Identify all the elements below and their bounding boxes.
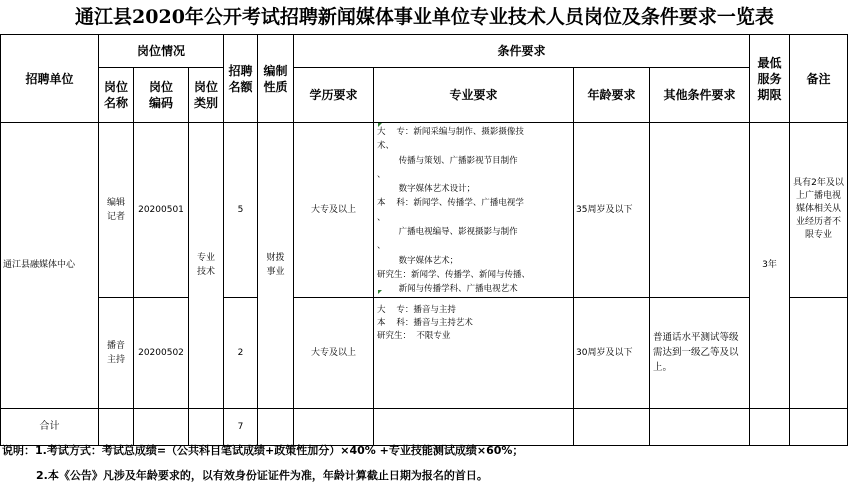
unit-name: 通江县融媒体中心: [1, 123, 99, 409]
total-row: [1, 408, 848, 445]
major-requirements: 大 专：播音与主持 本 科：播音与主持艺术 研究生： 不限专业: [374, 297, 574, 408]
remark: [790, 297, 848, 408]
position-code: 20200501: [134, 123, 189, 298]
note-line-1: 说明：1.考试方式：考试总成绩=（公共科目笔试成绩+政策性加分）×40% +专业技能测试成绩×60%；: [2, 444, 524, 457]
header-position-info: 岗位情况: [99, 35, 224, 68]
header-service-period: 最低服务期限: [750, 35, 790, 123]
header-unit: 招聘单位: [1, 35, 99, 123]
quota: 5: [224, 123, 258, 298]
header-position-code: 岗位编码: [134, 68, 189, 123]
staffing: 财拨事业: [258, 123, 294, 409]
service-period: 3年: [750, 123, 790, 409]
page-title: 通江县2020年公开考试招聘新闻媒体事业单位专业技术人员岗位及条件要求一览表: [75, 6, 774, 28]
position-type: 专业技术: [189, 123, 224, 409]
major-requirements: 大 专：新闻采编与制作、摄影摄像技 术、 传播与策划、广播影视节目制作 、 数字媒体艺术设计； 本 科：新闻学、传播学、广播电视学 、 广播电视编导、影视摄影与制作 、 数字媒体艺术； 研究生：新闻学、传播学、新闻与传播、 新闻与传播学科、广播电视艺术: [374, 123, 574, 298]
position-code: 20200502: [134, 297, 189, 408]
table-row: [1, 297, 848, 408]
header-quota: 招聘名额: [224, 35, 258, 123]
header-age: 年龄要求: [574, 68, 650, 123]
other-requirements: [650, 123, 750, 298]
total-quota: 7: [224, 408, 258, 445]
education: 大专及以上: [294, 297, 374, 408]
header-position-type: 岗位类别: [189, 68, 224, 123]
other-requirements: 普通话水平测试等级需达到一级乙等及以上。: [650, 297, 750, 408]
age-requirement: 35周岁及以下: [574, 123, 650, 298]
note-line-2: 2.本《公告》凡涉及年龄要求的，以有效身份证证件为准，年龄计算截止日期为报名的首日。: [36, 469, 488, 482]
cell-comment-marker: [378, 123, 382, 127]
header-education: 学历要求: [294, 68, 374, 123]
age-requirement: 30周岁及以下: [574, 297, 650, 408]
quota: 2: [224, 297, 258, 408]
position-name: 编辑记者: [99, 123, 134, 298]
remark: 具有2年及以上广播电视媒体相关从业经历者不限专业: [790, 123, 848, 298]
header-position-name: 岗位名称: [99, 68, 134, 123]
positions-table: [0, 34, 848, 446]
cell-comment-marker: [378, 290, 382, 294]
education: 大专及以上: [294, 123, 374, 298]
header-other: 其他条件要求: [650, 68, 750, 123]
position-name: 播音主持: [99, 297, 134, 408]
header-conditions: 条件要求: [294, 35, 750, 68]
header-remarks: 备注: [790, 35, 848, 123]
total-label: 合计: [1, 408, 99, 445]
header-major: 专业要求: [374, 68, 574, 123]
header-staffing: 编制性质: [258, 35, 294, 123]
table-row: [1, 123, 848, 298]
